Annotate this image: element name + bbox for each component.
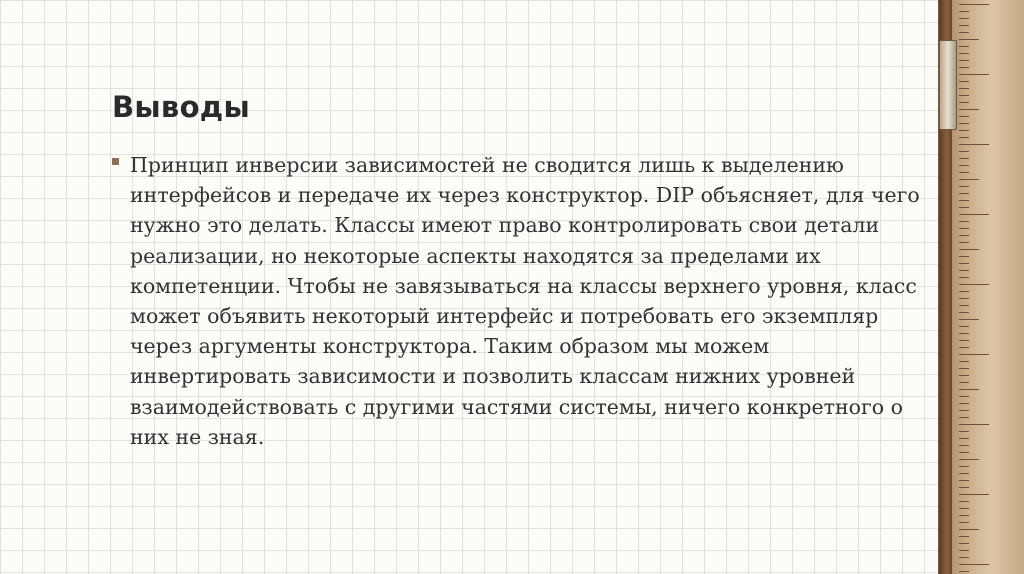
ruler-tick (959, 186, 969, 187)
ruler-tick (959, 235, 969, 236)
ruler-tick (959, 228, 969, 229)
ruler-tick (959, 214, 989, 215)
ruler-tick (959, 165, 969, 166)
ruler-tick (959, 445, 969, 446)
ruler-tick (959, 508, 969, 509)
ruler-tick (959, 333, 969, 334)
ruler-tick (959, 438, 969, 439)
ruler-tick (959, 158, 969, 159)
ruler-image (938, 0, 1024, 574)
ruler-tick (959, 151, 969, 152)
ruler-tick (959, 102, 969, 103)
ruler-tick (959, 298, 969, 299)
ruler-tick (959, 361, 969, 362)
ruler-tick (959, 88, 969, 89)
ruler-tick (959, 522, 969, 523)
ruler-tick (959, 109, 979, 110)
ruler-tick (959, 389, 979, 390)
ruler-tick (959, 130, 969, 131)
ruler-tick (959, 137, 969, 138)
ruler-tick (959, 4, 989, 5)
ruler-tick (959, 74, 989, 75)
ruler-tick (959, 25, 969, 26)
ruler-tick (959, 564, 989, 565)
ruler-tick (959, 326, 969, 327)
ruler-tick (959, 53, 969, 54)
ruler-tick (959, 291, 969, 292)
ruler-tick (959, 550, 969, 551)
ruler-tick (959, 263, 969, 264)
ruler-tick (959, 410, 969, 411)
ruler-tick (959, 487, 969, 488)
ruler-tick (959, 46, 969, 47)
ruler-tick (959, 221, 969, 222)
ruler-tick (959, 459, 979, 460)
ruler-tick (959, 18, 969, 19)
ruler-tick (959, 60, 969, 61)
ruler-tick (959, 284, 989, 285)
ruler-tick (959, 319, 979, 320)
ruler-tick (959, 123, 969, 124)
ruler-tick (959, 375, 969, 376)
ruler-tick (959, 557, 969, 558)
ruler-tick (959, 501, 969, 502)
ruler-tick (959, 67, 969, 68)
ruler-tick (959, 270, 969, 271)
ruler-tick (959, 403, 969, 404)
ruler-tick (959, 452, 969, 453)
ruler-tick (959, 172, 969, 173)
ruler-tick (959, 256, 969, 257)
ruler-ticks (959, 0, 1024, 574)
bullet-square-icon (112, 158, 119, 165)
ruler-tick (959, 368, 969, 369)
ruler-tick (959, 305, 969, 306)
ruler-tick (959, 396, 969, 397)
ruler-tick (959, 536, 969, 537)
ruler-tick (959, 480, 969, 481)
ruler-tick (959, 424, 989, 425)
ruler-tick (959, 529, 979, 530)
ruler-tick (959, 473, 969, 474)
ruler-tick (959, 340, 969, 341)
ruler-tick (959, 354, 989, 355)
slide-title: Выводы (112, 90, 251, 124)
ruler-tick (959, 179, 979, 180)
bullet-text: Принцип инверсии зависимостей не сводится лишь к выделению интерфейсов и передаче их через конструктор. DIP объясняет, для чего нужно это делать. Классы имеют право контролировать свои детали реализации, но некоторые аспекты находятся за пределами их компетенции. Чтобы не завязываться на классы верхнего уровня, класс может объявить некоторый интерфейс и потребовать его экземпляр через аргументы конструктора. Таким образом мы можем инвертировать зависимости и позволить классам нижних уровней взаимодействовать с другими частями системы, ничего конкретного о них не зная. (130, 153, 920, 449)
ruler-tick (959, 116, 969, 117)
ruler-tick (959, 200, 969, 201)
ruler-tick (959, 277, 969, 278)
ruler-tick (959, 543, 969, 544)
ruler-tick (959, 571, 969, 572)
ruler-tick (959, 312, 969, 313)
ruler-tick (959, 249, 979, 250)
ruler-tick (959, 11, 969, 12)
ruler-tick (959, 347, 969, 348)
ruler-tick (959, 144, 989, 145)
ruler-tick (959, 382, 969, 383)
ruler-tick (959, 242, 969, 243)
ruler-tick (959, 515, 969, 516)
ruler-tick (959, 466, 969, 467)
ruler-tick (959, 207, 969, 208)
ruler-tick (959, 32, 969, 33)
ruler-clip (939, 40, 957, 130)
ruler-tick (959, 39, 979, 40)
ruler-tick (959, 431, 969, 432)
ruler-tick (959, 494, 989, 495)
ruler-tick (959, 417, 969, 418)
ruler-tick (959, 81, 969, 82)
ruler-tick (959, 193, 969, 194)
ruler-tick (959, 95, 969, 96)
